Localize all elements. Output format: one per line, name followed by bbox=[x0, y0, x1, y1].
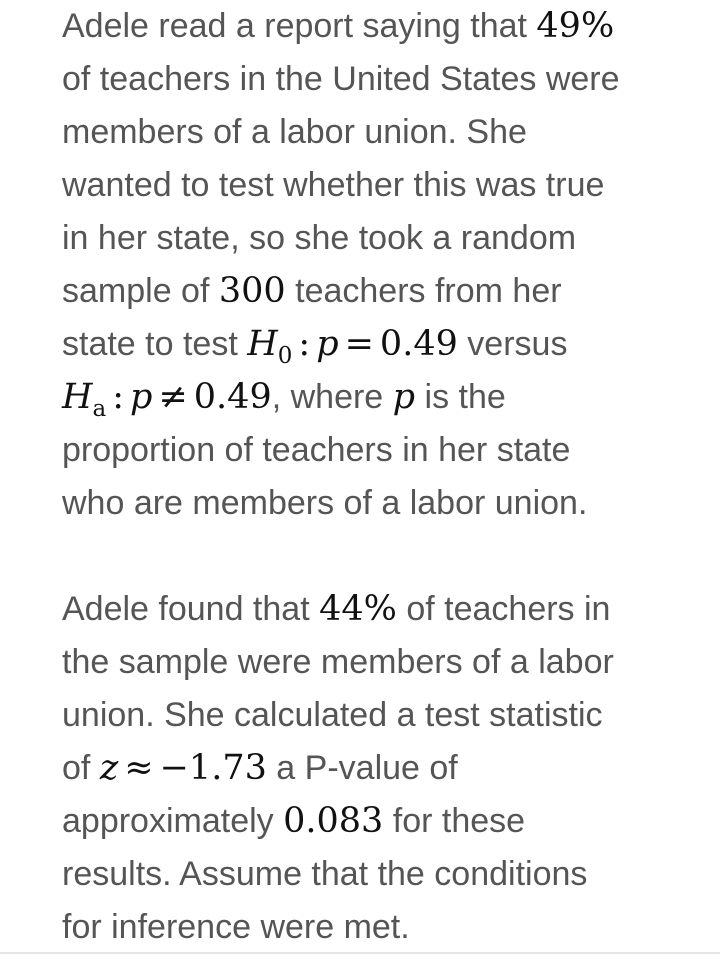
math-equals: = bbox=[344, 324, 374, 364]
text-line bbox=[62, 583, 702, 636]
text-line: members of a labor union. She bbox=[62, 113, 527, 151]
math-variable-p: p bbox=[316, 324, 339, 364]
text-line: who are members of a labor union. bbox=[62, 484, 588, 522]
math-not-equal: ≠ bbox=[158, 377, 188, 417]
math-colon: : bbox=[298, 324, 311, 364]
text-run: versus bbox=[457, 325, 568, 363]
text-line: in her state, so she took a random bbox=[62, 219, 577, 257]
text-line bbox=[62, 318, 702, 371]
math-p-value: 0.083 bbox=[283, 801, 384, 841]
text-run: sample of bbox=[62, 272, 219, 310]
text-line bbox=[62, 371, 702, 424]
text-line: proportion of teachers in her state bbox=[62, 431, 571, 469]
text-line bbox=[62, 0, 702, 53]
text-line bbox=[62, 795, 702, 848]
math-colon: : bbox=[112, 377, 125, 417]
math-percent-49: 49% bbox=[536, 6, 615, 46]
math-sample-size: 300 bbox=[218, 271, 286, 311]
text-line: union. She calculated a test statistic bbox=[62, 696, 603, 734]
problem-text bbox=[62, 0, 702, 954]
text-run: approximately bbox=[62, 802, 284, 840]
text-run: for these bbox=[383, 802, 526, 840]
text-line bbox=[62, 742, 702, 795]
math-null-hypothesis-symbol: H bbox=[247, 324, 278, 364]
math-approx: ≈ bbox=[124, 748, 154, 788]
paragraph-results bbox=[62, 583, 702, 954]
text-run: , where bbox=[271, 378, 393, 416]
text-run: teachers from her bbox=[285, 272, 562, 310]
math-value: 0.49 bbox=[193, 377, 272, 417]
math-variable-p: p bbox=[130, 377, 153, 417]
text-line: for inference were met. bbox=[62, 908, 410, 946]
math-variable-p: p bbox=[392, 377, 416, 417]
text-run: is the bbox=[415, 378, 506, 416]
text-line: the sample were members of a labor bbox=[62, 643, 614, 681]
math-alt-hypothesis-symbol: H bbox=[62, 377, 93, 417]
text-run: Adele read a report saying that bbox=[62, 7, 537, 45]
text-run: state to test bbox=[62, 325, 248, 363]
math-subscript: 0 bbox=[277, 343, 293, 369]
text-line bbox=[62, 265, 702, 318]
text-run: of bbox=[62, 749, 100, 787]
math-test-statistic: −1.73 bbox=[159, 748, 267, 788]
text-run: a P-value of bbox=[266, 749, 458, 787]
text-line: results. Assume that the conditions bbox=[62, 855, 588, 893]
math-percent-44: 44% bbox=[319, 589, 397, 629]
text-run: Adele found that bbox=[62, 590, 320, 628]
text-run: of teachers in bbox=[396, 590, 611, 628]
math-variable-z: z bbox=[99, 748, 119, 788]
paragraph-setup bbox=[62, 0, 702, 530]
text-line: wanted to test whether this was true bbox=[62, 166, 605, 204]
math-subscript: a bbox=[92, 396, 107, 422]
math-value: 0.49 bbox=[379, 324, 458, 364]
bottom-divider bbox=[0, 952, 720, 954]
text-line: of teachers in the United States were bbox=[62, 60, 620, 98]
